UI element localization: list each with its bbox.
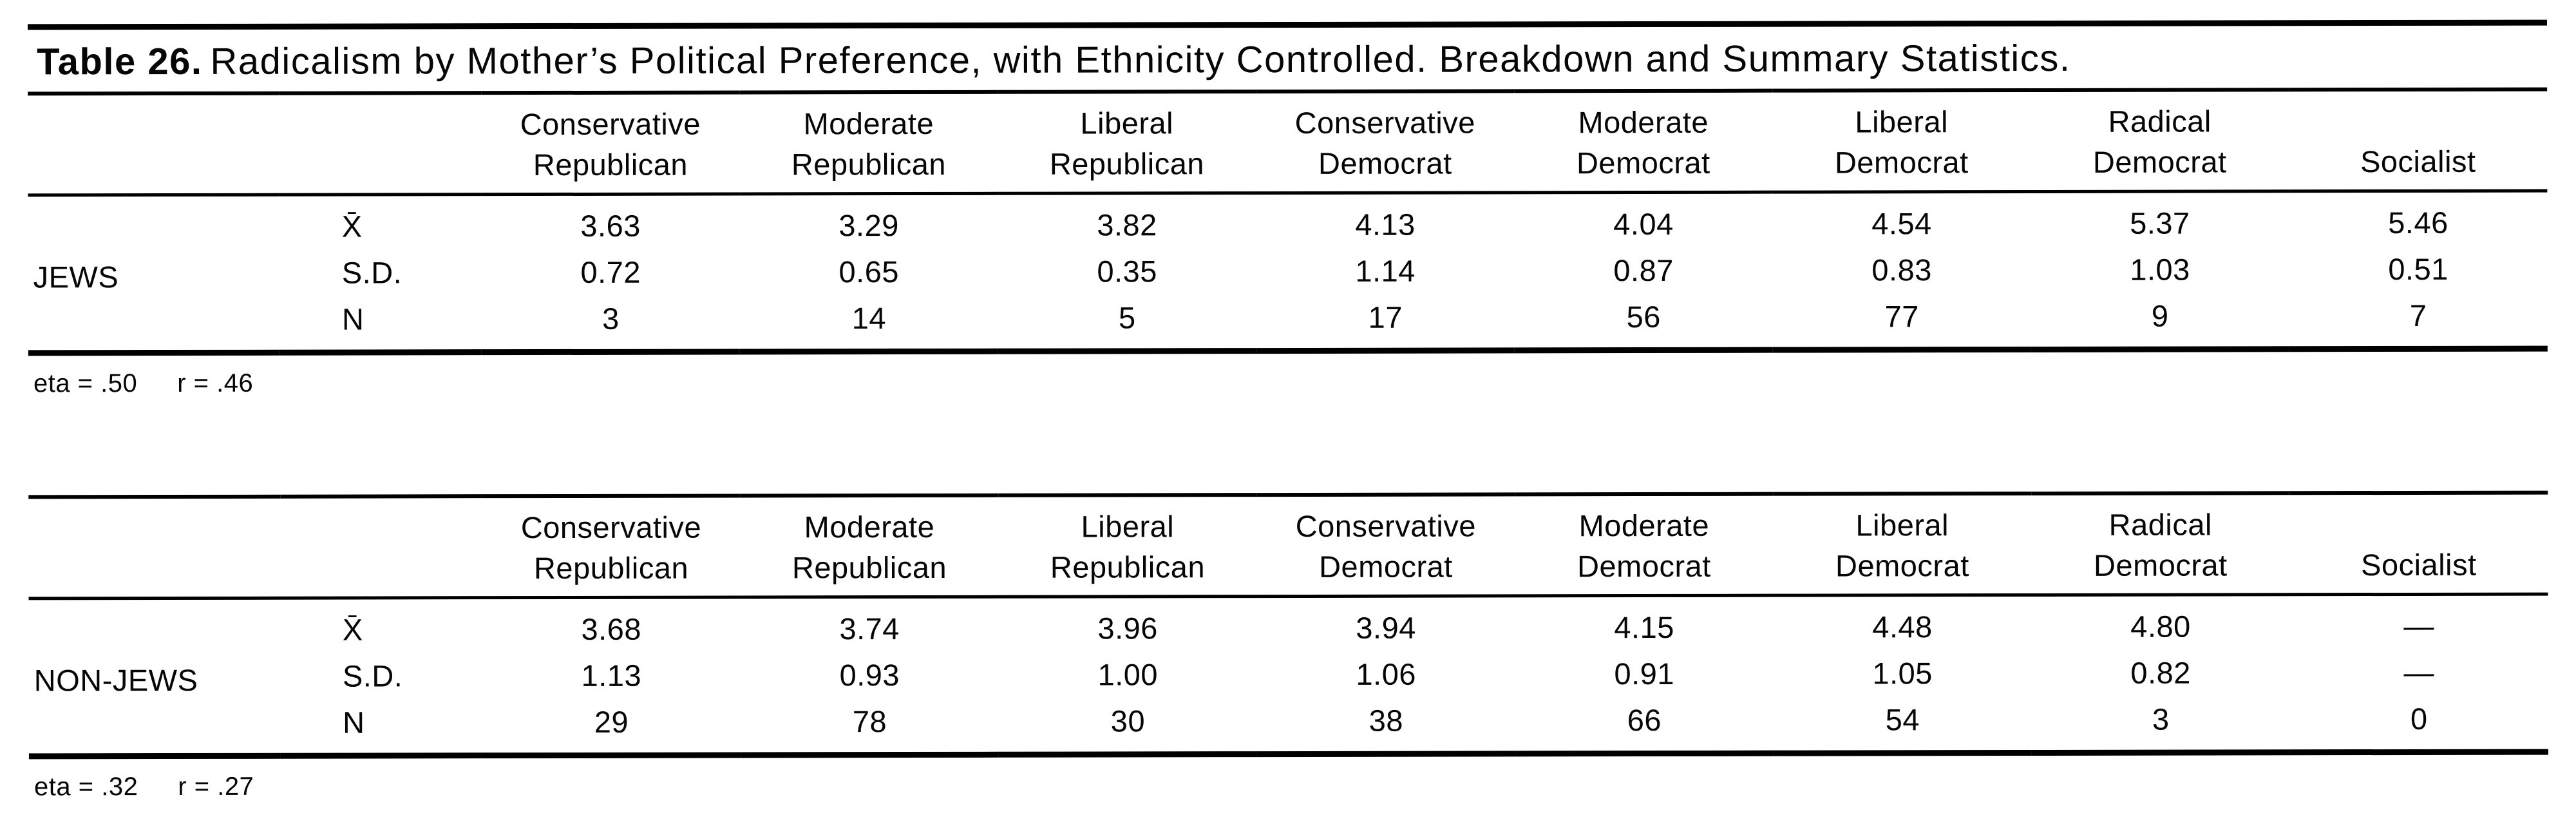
column-header-bottom: Democrat: [1319, 549, 1453, 584]
stat-label: X̄: [342, 612, 363, 647]
column-header-bottom: Democrat: [1834, 145, 1969, 180]
mean-value: 3.96: [1097, 610, 1158, 646]
column-header: [1256, 494, 1515, 596]
column-header: [2031, 493, 2289, 595]
column-header: [1773, 494, 2031, 595]
n-value: 3: [482, 294, 740, 352]
n-value: 56: [1515, 293, 1773, 350]
title-label: Table 26.: [37, 40, 203, 83]
non-jews-table: [28, 491, 2548, 760]
mean-value: —: [2403, 608, 2434, 643]
group-label: NON-JEWS: [29, 598, 281, 756]
table-title: [37, 35, 2547, 86]
column-header-bottom: Republican: [533, 147, 688, 182]
n-value: 30: [999, 697, 1257, 754]
n-value: 7: [2289, 292, 2548, 349]
column-header-top: Liberal: [1855, 104, 1949, 139]
column-header: [482, 495, 740, 597]
mean-value: 5.46: [2388, 205, 2448, 240]
column-header: [2031, 90, 2289, 191]
column-header-bottom: Republican: [533, 550, 689, 586]
column-header-bottom: Democrat: [1577, 548, 1711, 584]
header-row: [28, 493, 2548, 599]
n-value: 5: [998, 294, 1256, 351]
column-header: [1515, 494, 1773, 596]
stat-label: X̄: [341, 209, 363, 244]
summary-stats: [34, 767, 2548, 803]
sd-value: 0.35: [1097, 253, 1157, 289]
column-header-bottom: Socialist: [2360, 144, 2476, 179]
sd-value: 0.51: [2388, 251, 2448, 286]
column-header: [1772, 90, 2031, 192]
column-header-top: Radical: [2108, 507, 2212, 542]
column-header-bottom: Republican: [1050, 550, 1206, 584]
mean-value: 3.29: [838, 207, 899, 242]
column-header-top: Liberal: [1081, 509, 1175, 544]
n-value: 9: [2031, 292, 2289, 349]
non-jews-section: [28, 491, 2548, 803]
title-text: Radicalism by Mother’s Political Preference, with Ethnicity Controlled. Breakdown and Summary Statistics.: [210, 37, 2071, 82]
column-header-top: Conservative: [1295, 508, 1477, 543]
sd-value: 0.87: [1613, 253, 1674, 287]
column-header-top: Moderate: [1578, 104, 1709, 140]
mean-value: 4.54: [1871, 206, 1932, 240]
column-header-bottom: Democrat: [2092, 144, 2227, 179]
mean-value: 4.04: [1613, 206, 1674, 241]
column-header: [740, 495, 998, 597]
stat-corner-cell: [279, 93, 481, 195]
n-value: 66: [1515, 696, 1774, 754]
mean-value: 5.37: [2130, 206, 2190, 240]
n-row: [29, 695, 2548, 756]
header-row: [28, 90, 2547, 195]
sd-value: 1.05: [1872, 655, 1933, 690]
sd-value: 0.91: [1614, 656, 1675, 691]
column-header: [998, 495, 1256, 597]
column-header: [1256, 91, 1514, 193]
n-value: 38: [1257, 696, 1515, 754]
mean-value: 4.13: [1355, 207, 1416, 242]
mean-value: 3.74: [839, 611, 900, 646]
mean-value: 4.15: [1614, 609, 1674, 644]
sd-value: 0.82: [2130, 655, 2191, 690]
corner-cell: [28, 93, 279, 195]
column-header-bottom: Democrat: [1835, 548, 1969, 583]
sd-row: [29, 649, 2548, 700]
stat-label: S.D.: [341, 254, 402, 290]
sd-value: 0.72: [580, 254, 641, 289]
sd-value: 1.00: [1097, 657, 1159, 692]
column-header: [739, 92, 998, 194]
column-header-top: Liberal: [1080, 106, 1174, 140]
column-header-bottom: Democrat: [1576, 145, 1710, 180]
stat-label: N: [280, 295, 482, 352]
n-value: 78: [741, 698, 999, 755]
r-value: r = .46: [177, 369, 254, 398]
summary-stats: [33, 363, 2548, 400]
mean-value: 3.63: [580, 208, 641, 243]
mean-value: 3.68: [581, 611, 642, 646]
mean-value: 3.82: [1097, 207, 1157, 242]
mean-row: [28, 191, 2547, 249]
stat-label: N: [281, 698, 482, 756]
column-header: [2289, 493, 2548, 595]
column-header: [998, 91, 1256, 193]
n-value: 77: [1773, 292, 2031, 350]
stat-label: S.D.: [342, 658, 403, 693]
column-header: [1514, 91, 1772, 193]
column-header-top: Liberal: [1855, 508, 1949, 542]
eta-value: eta = .50: [33, 369, 138, 398]
n-value: 54: [1774, 696, 2032, 753]
n-value: 29: [482, 698, 741, 755]
column-header-bottom: Republican: [791, 550, 947, 585]
sd-value: 1.13: [581, 658, 642, 693]
mean-value: 4.48: [1872, 609, 1933, 644]
sd-value: 1.03: [2130, 252, 2190, 287]
top-rule: [28, 20, 2547, 30]
group-label: JEWS: [28, 195, 280, 353]
column-header-top: Conservative: [1294, 105, 1475, 140]
column-header-top: Conservative: [520, 510, 702, 545]
column-header-top: Moderate: [803, 106, 934, 141]
column-header-top: Radical: [2108, 104, 2211, 139]
n-value: 3: [2032, 695, 2290, 753]
column-header-bottom: Democrat: [1318, 146, 1452, 180]
sd-value: 1.06: [1356, 657, 1417, 691]
n-value: 14: [740, 294, 998, 352]
column-header-top: Moderate: [804, 509, 935, 544]
sd-row: [28, 245, 2548, 296]
jews-table: [28, 88, 2548, 356]
n-value: 17: [1256, 293, 1515, 350]
corner-cell: [28, 497, 280, 599]
column-header: [481, 92, 739, 194]
mean-value: 3.94: [1356, 610, 1416, 645]
jews-section: [28, 88, 2548, 400]
mean-row: [29, 594, 2548, 653]
mean-value: 4.80: [2130, 609, 2191, 644]
column-header-bottom: Socialist: [2361, 547, 2477, 582]
sd-value: 0.83: [1871, 252, 1932, 287]
sd-value: —: [2403, 655, 2434, 689]
sd-value: 0.65: [838, 254, 900, 289]
column-header-top: Conservative: [520, 106, 701, 142]
column-header-top: Moderate: [1578, 508, 1710, 543]
column-header: [2289, 90, 2547, 191]
column-header-bottom: Republican: [1049, 146, 1205, 181]
sd-value: 0.93: [839, 657, 900, 692]
n-value: 0: [2290, 695, 2548, 753]
stat-corner-cell: [280, 496, 482, 598]
eta-value: eta = .32: [33, 772, 138, 801]
n-row: [28, 292, 2548, 353]
r-value: r = .27: [178, 772, 254, 801]
column-header-bottom: Republican: [791, 146, 947, 182]
column-header-bottom: Democrat: [2093, 548, 2228, 582]
sd-value: 1.14: [1355, 253, 1416, 288]
